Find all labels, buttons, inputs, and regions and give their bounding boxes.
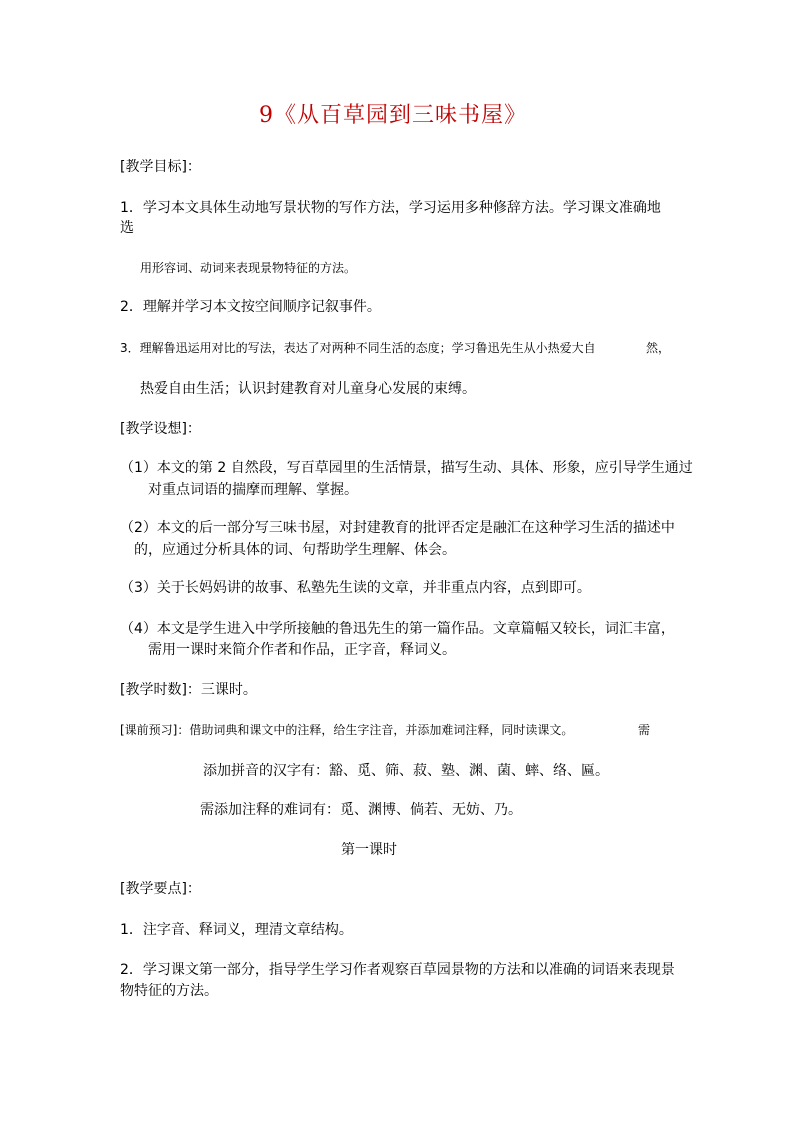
design-1-line-2: 对重点词语的揣摩而理解、掌握。 — [148, 482, 358, 498]
goal-3-line-1: 3．理解鲁迅运用对比的写法，表达了对两种不同生活的态度；学习鲁迅先生从小热爱大自 — [120, 341, 596, 355]
goal-1-line-2: 选 — [120, 220, 134, 236]
design-heading: [教学设想]： — [120, 421, 201, 437]
lesson-heading: 第一课时 — [341, 842, 397, 858]
goal-1-line-3: 用形容词、动词来表现景物特征的方法。 — [140, 261, 357, 275]
key-points-heading: [教学要点]： — [120, 881, 201, 897]
design-3: （3）关于长妈妈讲的故事、私塾先生读的文章，并非重点内容，点到即可。 — [120, 580, 591, 596]
design-4-line-2: 需用一课时来简介作者和作品，正字音，释词义。 — [148, 642, 456, 658]
goals-heading: [教学目标]： — [120, 159, 201, 175]
design-1-line-1: （1）本文的第 2 自然段，写百草园里的生活情景，描写生动、具体、形象，应引导学生通过 — [120, 460, 693, 476]
key-point-2-line-2: 物特征的方法。 — [120, 983, 218, 999]
preview-line: [课前预习]：借助词典和课文中的注释，给生字注音，并添加难词注释，同时读课文。 — [120, 723, 574, 737]
preview-line-end: 需 — [638, 723, 651, 737]
goal-1-line-1: 1．学习本文具体生动地写景状物的写作方法，学习运用多种修辞方法。学习课文准确地 — [120, 200, 661, 216]
page-title: 9《从百草园到三味书屋》 — [259, 103, 527, 128]
pinyin-words: 添加拼音的汉字有：豁、觅、筛、菽、塾、渊、菌、蟀、络、匾。 — [203, 763, 609, 779]
design-4-line-1: （4）本文是学生进入中学所接触的鲁迅先生的第一篇作品。文章篇幅又较长，词汇丰富， — [120, 621, 675, 637]
key-point-1: 1．注字音、释词义，理清文章结构。 — [120, 922, 353, 938]
design-2-line-1: （2）本文的后一部分写三味书屋，对封建教育的批评否定是融汇在这种学习生活的描述中 — [120, 520, 675, 536]
goal-3-line-2: 热爱自由生活；认识封建教育对儿童身心发展的束缚。 — [140, 381, 476, 397]
design-2-line-2: 的，应通过分析具体的词、句帮助学生理解、体会。 — [134, 542, 456, 558]
key-point-2-line-1: 2．学习课文第一部分，指导学生学习作者观察百草园景物的方法和以准确的词语来表现景 — [120, 962, 675, 978]
goal-3-line-1-end: 然， — [646, 341, 671, 355]
goal-2: 2．理解并学习本文按空间顺序记叙事件。 — [120, 299, 381, 315]
teaching-hours: [教学时数]：三课时。 — [120, 682, 257, 698]
annotate-words: 需添加注释的难词有：觅、渊博、倘若、无妨、乃。 — [200, 802, 522, 818]
